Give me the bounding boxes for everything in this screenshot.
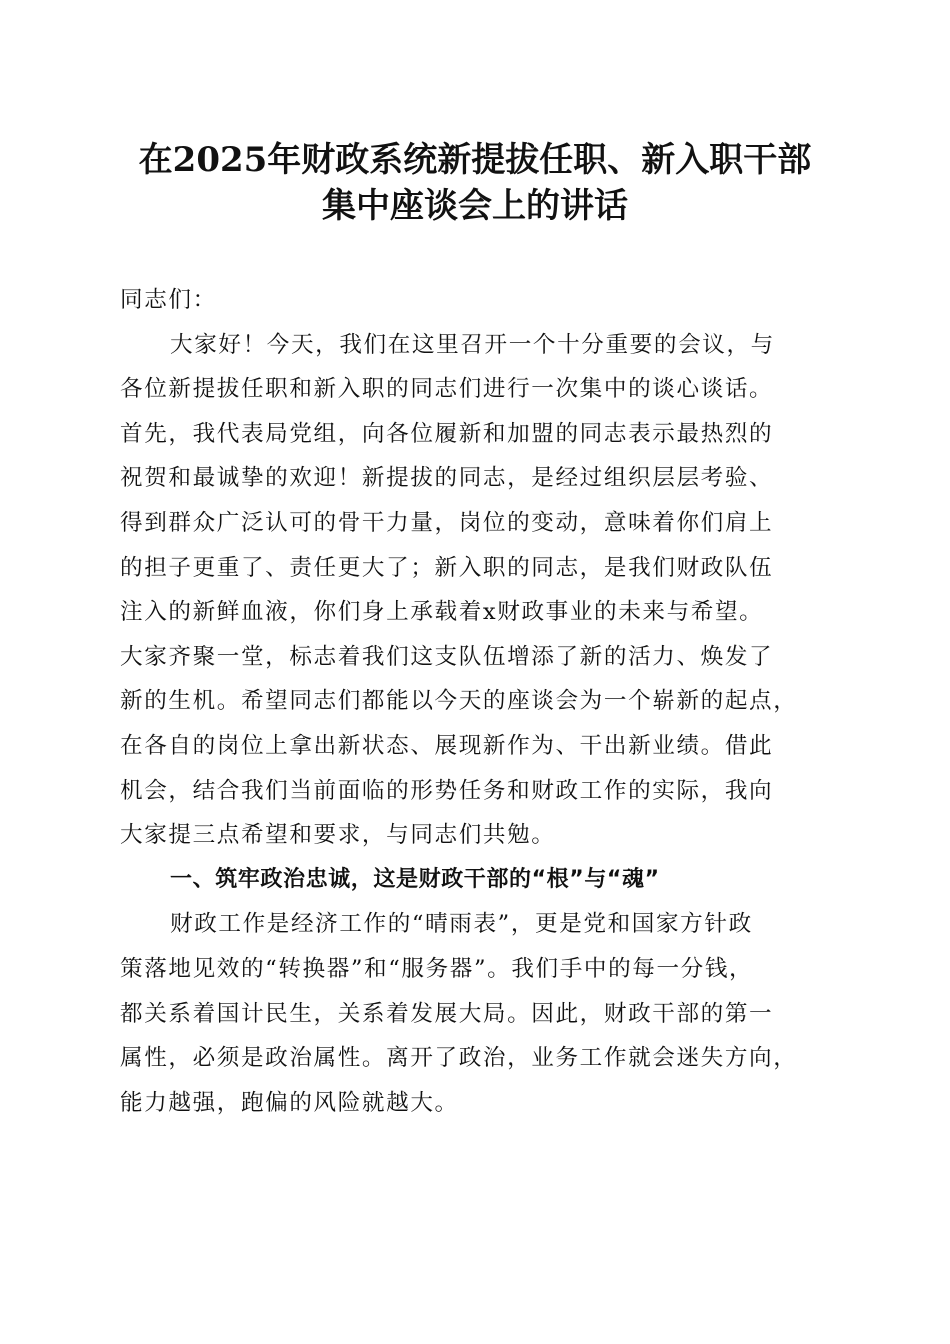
paragraph-line: 机会，结合我们当前面临的形势任务和财政工作的实际，我向 <box>120 777 774 804</box>
document-title-line-2: 集中座谈会上的讲话 <box>322 186 628 226</box>
section-paragraph-line: 能力越强，跑偏的风险就越大。 <box>120 1089 459 1116</box>
section-paragraph-line: 都关系着国计民生，关系着发展大局。因此，财政干部的第一 <box>120 1000 774 1027</box>
speech-body <box>120 278 832 1125</box>
document-title-line-1: 在2025年财政系统新提拔任职、新入职干部 <box>138 140 812 180</box>
paragraph-line: 首先，我代表局党组，向各位履新和加盟的同志表示最热烈的 <box>120 420 774 447</box>
paragraph-line: 注入的新鲜血液，你们身上承载着x财政事业的未来与希望。 <box>120 599 764 626</box>
paragraph-line: 各位新提拔任职和新入职的同志们进行一次集中的谈心谈话。 <box>120 376 774 403</box>
section-paragraph-line: 财政工作是经济工作的“晴雨表”，更是党和国家方针政 <box>170 911 753 938</box>
paragraph-line: 大家好！今天，我们在这里召开一个十分重要的会议，与 <box>170 331 775 358</box>
paragraph-line: 得到群众广泛认可的骨干力量，岗位的变动，意味着你们肩上 <box>120 509 774 536</box>
section-heading: 一、筑牢政治忠诚，这是财政干部的“根”与“魂” <box>170 866 660 892</box>
paragraph-line: 在各自的岗位上拿出新状态、展现新作为、干出新业绩。借此 <box>120 732 774 759</box>
paragraph-line: 大家提三点希望和要求，与同志们共勉。 <box>120 822 556 849</box>
section-paragraph-line: 属性，必须是政治属性。离开了政治，业务工作就会迷失方向， <box>120 1045 798 1072</box>
paragraph-line: 祝贺和最诚挚的欢迎！新提拔的同志，是经过组织层层考验、 <box>120 465 774 492</box>
paragraph-line: 大家齐聚一堂，标志着我们这支队伍增添了新的活力、焕发了 <box>120 643 774 670</box>
paragraph-line: 新的生机。希望同志们都能以今天的座谈会为一个崭新的起点， <box>120 688 798 715</box>
salutation: 同志们： <box>120 287 217 313</box>
paragraph-line: 的担子更重了、责任更大了；新入职的同志，是我们财政队伍 <box>120 554 774 581</box>
section-paragraph-line: 策落地见效的“转换器”和“服务器”。我们手中的每一分钱， <box>120 955 754 982</box>
